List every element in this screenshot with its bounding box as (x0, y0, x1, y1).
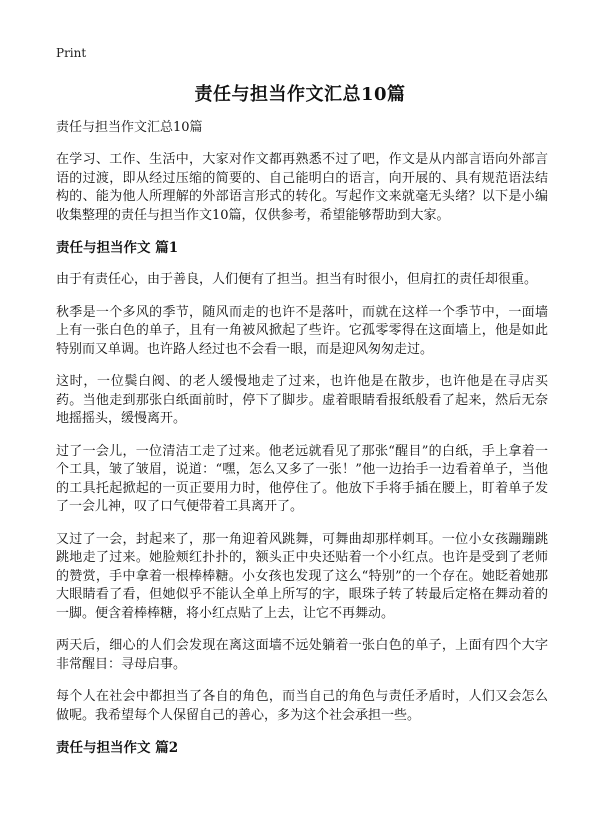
document-body (56, 119, 548, 771)
section-heading: 责任与担当作文 篇2 (56, 740, 179, 756)
section-2 (56, 739, 548, 757)
page-title: 责任与担当作文汇总10篇 (194, 84, 406, 105)
paragraph: 由于有责任心，由于善良，人们便有了担当。担当有时很小，但肩扛的责任却很重。 (56, 272, 538, 287)
paragraph: 这时，一位鬓白阀、的老人缓慢地走了过来，也许他是在散步，也许他是在寻店买药。当他走到那张白纸面前时，停下了脚步。虚着眼睛看报纸般看了起来，然后无奈地摇摇头，缓慢离开。 (56, 374, 548, 426)
paragraph: 每个人在社会中都担当了各自的角色，而当自己的角色与责任矛盾时，人们又会怎么做呢。我希望每个人保留自己的善心，多为这个社会承担一些。 (56, 689, 548, 723)
document-subtitle: 责任与担当作文汇总10篇 (56, 120, 203, 135)
paragraph: 过了一会儿，一位清洁工走了过来。他老远就看见了那张“醒目”的白纸，手上拿着一个工具，皱了皱眉，说道：“嘿，怎么又多了一张！”他一边抬手一边看着单子，当他的工具托起掀起的一页正要用力时，他停住了。他放下手将手插在腰上，盯着单子发了一会儿神，叹了口气便带着工具离开了。 (56, 443, 548, 514)
section-heading: 责任与担当作文 篇1 (56, 240, 179, 256)
paragraph: 又过了一会，封起来了，那一角迎着风跳舞，可舞曲却那样刺耳。一位小女孩蹦蹦跳跳地走了过来。她脸颊红扑扑的，额头正中央还贴着一个小红点。也许是受到了老师的赞赏，手中拿着一根棒棒糖。小女孩也发现了这么“特别”的一个存在。她眨着她那大眼睛看了看，但她似乎不能认全单上所写的字，眼珠子转了转最后定格在舞动着的一脚。便含着棒棒糖，将小红点贴了上去，让它不再舞动。 (56, 531, 548, 621)
intro-paragraph: 在学习、工作、生活中，大家对作文都再熟悉不过了吧，作文是从内部言语向外部言语的过渡，即从经过压缩的简要的、自己能明白的语言，向开展的、具有规范语法结构的、能为他人所理解的外部语言形式的转化。写起作文来就毫无头绪？以下是小编收集整理的责任与担当作文10篇，仅供参考，希望能够帮助到大家。 (56, 152, 548, 223)
paragraph: 秋季是一个多风的季节，随风而走的也许不是落叶，而就在这样一个季节中，一面墙上有一张白色的单子，且有一角被风掀起了些许。它孤零零得在这面墙上，他是如此特别而又单调。也许路人经过也不会看一眼，而是迎风匆匆走过。 (56, 304, 548, 357)
print-label: Print (56, 46, 87, 60)
paragraph: 两天后，细心的人们会发现在离这面墙不远处躺着一张白色的单子，上面有四个大字非常醒目：寻母启事。 (56, 638, 548, 672)
section-1 (56, 239, 548, 725)
